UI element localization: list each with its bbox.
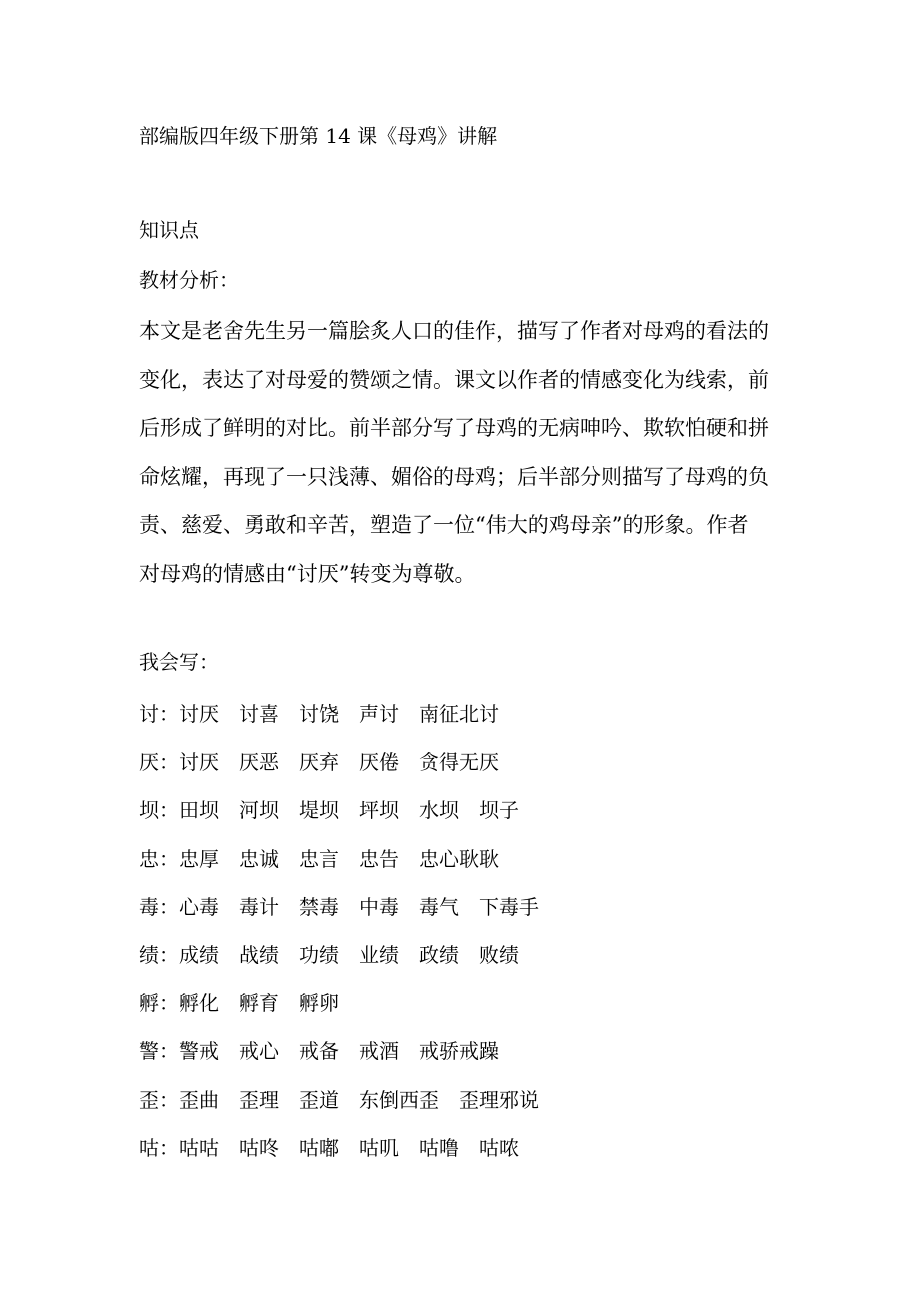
word-row: [139, 937, 539, 973]
vocabulary-word: 败绩: [479, 943, 519, 967]
vocabulary-word: 咕咚: [239, 1135, 279, 1160]
analysis-line: 本文是老舍先生另一篇脍炙人口的佳作，描写了作者对母鸡的看法的: [139, 319, 769, 343]
vocabulary-word: 孵卵: [299, 991, 339, 1016]
separator: ：: [159, 846, 179, 871]
vocabulary-word: 讨厌: [179, 702, 219, 726]
vocabulary-word: 咕噜: [419, 1135, 459, 1160]
vocabulary-word: 戒备: [299, 1039, 339, 1064]
vocabulary-word: 毒气: [419, 894, 459, 919]
separator: ：: [159, 1087, 179, 1112]
vocabulary-word: 歪理邪说: [459, 1087, 539, 1112]
separator: ：: [159, 798, 179, 823]
target-character: 绩: [139, 943, 159, 967]
vocabulary-word: 田坝: [179, 798, 219, 823]
target-character: 咕: [139, 1135, 159, 1160]
vocabulary-word: 毒计: [239, 894, 279, 919]
separator: ：: [159, 1135, 179, 1160]
vocabulary-word: 厌恶: [239, 750, 279, 775]
vocabulary-word: 水坝: [419, 798, 459, 823]
word-row: [139, 1033, 519, 1069]
target-character: 警: [139, 1039, 159, 1064]
vocabulary-word: 坝子: [479, 798, 519, 823]
target-character: 讨: [139, 702, 159, 726]
analysis-line: 责、慈爱、勇敢和辛苦，塑造了一位“伟大的鸡母亲”的形象。作者: [139, 513, 749, 538]
separator: ：: [159, 943, 179, 967]
vocabulary-word: 戒酒: [359, 1039, 399, 1064]
target-character: 歪: [139, 1087, 159, 1112]
vocabulary-word: 厌倦: [359, 750, 399, 775]
separator: ：: [159, 750, 179, 775]
word-row: [139, 1130, 539, 1166]
vocabulary-word: 心毒: [179, 894, 219, 919]
target-character: 忠: [139, 846, 159, 871]
vocabulary-word: 中毒: [359, 894, 399, 919]
writing-label: 我会写：: [139, 650, 219, 674]
separator: ：: [159, 991, 179, 1016]
section-heading: 知识点: [139, 218, 199, 242]
word-row: [139, 841, 519, 877]
vocabulary-word: 河坝: [239, 798, 279, 823]
target-character: 坝: [139, 798, 159, 823]
analysis-paragraph: [139, 307, 789, 599]
vocabulary-word: 歪道: [299, 1087, 339, 1112]
vocabulary-word: 讨喜: [239, 702, 279, 726]
word-row: [139, 1082, 559, 1118]
vocabulary-word: 咕叽: [359, 1135, 399, 1160]
vocabulary-word: 歪理: [239, 1087, 279, 1112]
analysis-line: 后形成了鲜明的对比。前半部分写了母鸡的无病呻吟、欺软怕硬和拼: [139, 416, 769, 441]
word-row: [139, 889, 559, 925]
vocabulary-word: 咕咕: [179, 1135, 219, 1160]
vocabulary-word: 战绩: [239, 943, 279, 967]
vocabulary-word: 声讨: [359, 702, 399, 726]
vocabulary-word: 坪坝: [359, 798, 399, 823]
vocabulary-word: 厌弃: [299, 750, 339, 775]
vocabulary-word: 咕嘟: [299, 1135, 339, 1160]
vocabulary-word: 歪曲: [179, 1087, 219, 1112]
separator: ：: [159, 894, 179, 919]
vocabulary-word: 忠诚: [239, 846, 279, 871]
analysis-line: 命炫耀，再现了一只浅薄、媚俗的母鸡；后半部分则描写了母鸡的负: [139, 464, 769, 489]
vocabulary-word: 成绩: [179, 943, 219, 967]
analysis-line: 变化，表达了对母爱的赞颂之情。课文以作者的情感变化为线索，前: [139, 367, 769, 392]
vocabulary-word: 下毒手: [479, 894, 539, 919]
analysis-line: 对母鸡的情感由“讨厌”转变为尊敬。: [139, 561, 476, 586]
document-title: 部编版四年级下册第 14 课《母鸡》讲解: [139, 124, 498, 148]
word-row: [139, 985, 359, 1021]
vocabulary-word: 堤坝: [299, 798, 339, 823]
vocabulary-word: 孵化: [179, 991, 219, 1016]
vocabulary-word: 功绩: [299, 943, 339, 967]
target-character: 孵: [139, 991, 159, 1016]
vocabulary-word: 警戒: [179, 1039, 219, 1064]
target-character: 毒: [139, 894, 159, 919]
vocabulary-word: 禁毒: [299, 894, 339, 919]
vocabulary-word: 咕哝: [479, 1135, 519, 1160]
vocabulary-word: 业绩: [359, 943, 399, 967]
vocabulary-word: 戒骄戒躁: [419, 1039, 499, 1064]
vocabulary-word: 南征北讨: [419, 702, 499, 726]
vocabulary-word: 讨饶: [299, 702, 339, 726]
word-row: [139, 696, 519, 732]
word-row: [139, 744, 519, 780]
vocabulary-word: 讨厌: [179, 750, 219, 775]
separator: ：: [159, 702, 179, 726]
vocabulary-word: 政绩: [419, 943, 459, 967]
vocabulary-word: 贪得无厌: [419, 750, 499, 775]
vocabulary-word: 忠心耿耿: [419, 846, 499, 871]
vocabulary-word: 忠言: [299, 846, 339, 871]
vocabulary-word: 忠厚: [179, 846, 219, 871]
analysis-label: 教材分析：: [139, 268, 239, 292]
word-row: [139, 792, 539, 828]
vocabulary-word: 东倒西歪: [359, 1087, 439, 1112]
vocabulary-word: 戒心: [239, 1039, 279, 1064]
target-character: 厌: [139, 750, 159, 775]
vocabulary-word: 忠告: [359, 846, 399, 871]
vocabulary-word: 孵育: [239, 991, 279, 1016]
separator: ：: [159, 1039, 179, 1064]
